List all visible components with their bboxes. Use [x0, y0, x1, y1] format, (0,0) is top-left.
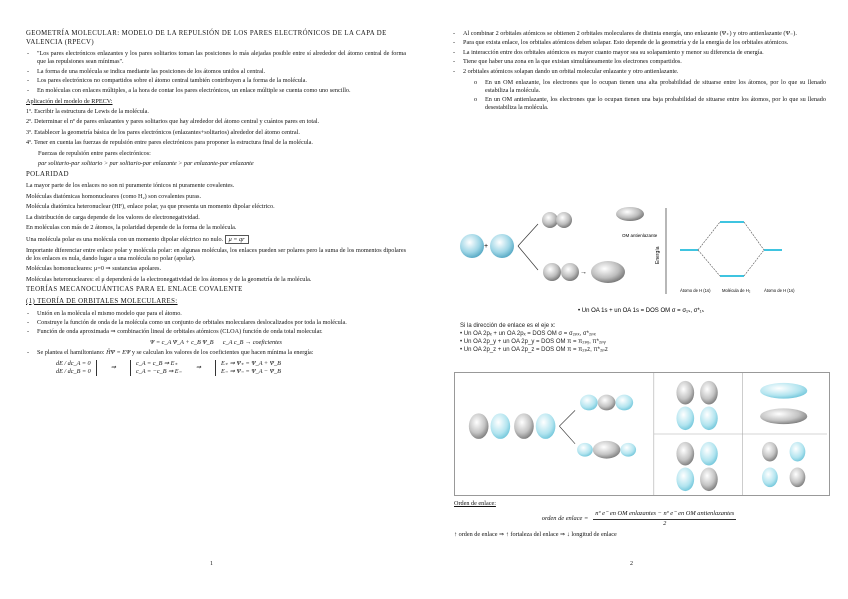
fuerzas-order: par solitario-par solitario > par solitario-par enlazante > par enlazante-par enlazante [38, 160, 254, 168]
antibonding-caption: OM antienlazante [622, 233, 658, 238]
orden-rule: ↑ orden de enlace ⇒ ↑ fortaleza del enlace ⇒ ↓ longitud de enlace [454, 530, 617, 538]
list-item: - Función de onda aproximada ⇒ combinación lineal de orbitales atómicos (CLOA) función de onda total molecular. [26, 328, 406, 336]
wavefunction-solutions: E₊ ⇒ Ψ₊ = Ψ_A + Ψ_B E₋ ⇒ Ψ₋ = Ψ_A − Ψ_B [215, 360, 281, 376]
ao-sphere [561, 263, 579, 281]
list-item: - La interacción entre dos orbitales atómicos es mayor cuanto mayor sea su solapamiento y menor su diferencia de energía. [452, 49, 826, 57]
sigma-lobe [593, 441, 621, 459]
derivatives: dE / dc_A = 0 dE / dc_B = 0 [56, 360, 97, 376]
tom-title: (1) TEORÍA DE ORBITALES MOLECULARES: [26, 297, 178, 305]
energy-label-molecule: Molécula de H₂ [722, 288, 751, 293]
bonding-orbital [591, 261, 625, 283]
polaridad-line: En moléculas con más de 2 átomos, la polaridad depende de la forma de la molécula. [26, 224, 237, 232]
antibonding-lobe [556, 212, 572, 228]
coef-solutions: c_A = c_B ⇒ E₊ c_A = −c_B ⇒ E₋ [130, 360, 182, 376]
svg-text:→: → [580, 269, 587, 276]
energy-label-atom: Átomo de H (1s) [764, 288, 795, 293]
page-2 [424, 0, 848, 599]
step: 3º. Establecer la geometría básica de los pares electrónicos (enlazantes+solitarios) alrededor del átomo central. [26, 128, 300, 136]
implies-arrow: ⇒ [110, 364, 116, 372]
list-item: o En un OM enlazante, los electrones que lo ocupan tienen una alta probabilidad de situarse entre los átomos, por lo que su llenado estabiliza la molécula. [474, 79, 826, 95]
energy-axis-label: Energía [655, 246, 661, 264]
list-item: o En un OM antienlazante, los electrones que lo ocupan tienen una baja probabilidad de situarse entre los átomos, por lo que su llenado desestabiliza la molécula. [474, 96, 826, 112]
pi-star-lobe [762, 442, 778, 462]
antibonding-lobe [542, 212, 558, 228]
list-item: - Construye la función de onda de la molécula como un conjunto de orbitales moleculares deslocalizados por toda la molécula. [26, 319, 406, 327]
p-lobe [490, 413, 510, 439]
antibonding-orbital [616, 207, 644, 221]
list-item: - 2 orbitales atómicos solapan dando un orbital molecular enlazante y otro antienlazante. [452, 68, 826, 76]
polaridad-line: La distribución de carga depende de los valores de electronegatividad. [26, 213, 200, 221]
rpecv-title: GEOMETRÍA MOLECULAR: MODELO DE LA REPULSIÓN DE LOS PARES ELECTRÓNICOS DE LA CAPA DE VALENCIA (RPECV) [26, 30, 387, 46]
fig1-caption: • Un OA 1s + un OA 1s = DOS OM σ = σ₁ₛ, σ*₁ₛ [578, 308, 704, 314]
orden-formula: orden de enlace = nº e⁻ en OM enlazantes − nº e⁻ en OM antienlazantes 2 [541, 510, 735, 527]
teorias-title: TEORÍAS MECANOCUÁNTICAS PARA EL ENLACE COVALENTE [26, 286, 243, 294]
h2-orbital-figure [458, 204, 820, 316]
list-item: - Tiene que haber una zona en la que existan simultáneamente los electrones compartidos. [452, 58, 826, 66]
list-item: - En moléculas con enlaces múltiples, a la hora de contar los pares electrónicos, un enlace múltiple se cuenta como uno sencillo. [26, 87, 406, 95]
orden-de-enlace [454, 500, 824, 541]
hamiltonian-bullet [26, 349, 406, 357]
page-number: 1 [210, 561, 213, 568]
list-item: - Al combinar 2 orbitales atómicos se obtienen 2 orbitales moleculares de distinta energía, uno enlazante (Ψ₊) y otro antienlazante (Ψ₋). [452, 30, 826, 38]
pi-lobe [676, 381, 694, 405]
polaridad-line: Moléculas diatómicas homonucleares (como H₂) son covalentes puras. [26, 192, 202, 200]
pi-lobe [700, 381, 718, 405]
pi-star-lobe [790, 467, 806, 487]
list-item: - Se plantea el hamiltoniano: ĤΨ = EΨ y se calculan los valores de los coeficientes que hacen mínima la energía: [26, 349, 406, 357]
rpecv-bullets [26, 50, 406, 94]
list-item: - "Los pares electrónicos enlazantes y los pares solitarios toman las posiciones lo más alejadas posible entre sí alrededor del átomo central de forma que las repulsiones sean mínimas". [26, 50, 406, 66]
aplicacion-title: Aplicación del modelo de RPECV: [26, 97, 113, 105]
polaridad-line: La mayor parte de los enlaces no son ni puramente iónicos ni puramente covalentes. [26, 182, 235, 190]
om-sub-bullets [474, 79, 826, 112]
step: 1º. Escribir la estructura de Lewis de la molécula. [26, 108, 149, 115]
sigma-star-lobe [580, 395, 598, 411]
arrow-up [518, 224, 538, 246]
sigma-star-lobe [598, 395, 616, 411]
energy-system [56, 360, 406, 376]
list-item: - Para que exista enlace, los orbitales atómicos deben solapar. Esto depende de la geometría y de la energía de los orbitales atómicos. [452, 39, 826, 47]
clo-formula: Ψ = c_A Ψ_A + c_B Ψ_B c_A c_B → coeficientes [150, 339, 282, 347]
heteronucleares-line: Moléculas heteronucleares: el μ dependerá de la electronegatividad de los átomos y de la geometría de la molécula. [26, 275, 312, 283]
tom-bullets [26, 310, 406, 337]
list-item: - Unión en la molécula el mismo modelo que para el átomo. [26, 310, 406, 318]
p-orbital-figure [454, 372, 830, 496]
momento-line: Una molécula polar es una molécula con un momento dipolar eléctrico no nulo. μ = qr [26, 235, 406, 245]
importante-paragraph: Importante diferenciar entre enlace polar y molécula polar: en algunas moléculas, los enlaces pueden ser polares pero la suma de los momentos dipolares de los enlaces es nula, dando lugar a una molécula no polar (apolar). [26, 246, 406, 262]
list-item: - La forma de una molécula se indica mediante las posiciones de los átomos unidos al central. [26, 68, 406, 76]
polaridad-title: POLARIDAD [26, 170, 69, 178]
p-lobe [514, 413, 534, 439]
homonucleares-line: Moléculas homonucleares: μ=0 ⇒ sustancias apolares. [26, 265, 162, 273]
step: 2º. Determinar el nº de pares enlazantes y pares solitarios que hay alrededor del átomo central y cuántos pares en total. [26, 118, 320, 126]
polaridad-line: Molécula diatómica heteronuclear (HF), enlace polar, ya que presenta un momento dipolar eléctrico. [26, 203, 275, 211]
ao-sphere [543, 263, 561, 281]
arrow-down [518, 246, 538, 270]
implies-arrow: ⇒ [195, 364, 202, 372]
pi-lobe [676, 406, 694, 430]
pi-lobe [676, 442, 694, 466]
p-lobe [469, 413, 489, 439]
pi-orbital [760, 408, 807, 424]
h-1s-orbital [490, 234, 514, 258]
sigma-lobe [620, 443, 636, 457]
step: 4º. Tener en cuenta las fuerzas de repulsión entre pares electrónicos para proponer la estructura final de la molécula. [26, 139, 313, 147]
orden-title: Orden de enlace: [454, 500, 496, 507]
energy-label-atom: Átomo de H (1s) [680, 288, 711, 293]
sigma-lobe [577, 443, 593, 457]
fuerzas-label: Fuerzas de repulsión entre pares electrónicos: [38, 149, 151, 157]
sigma-star-lobe [615, 395, 633, 411]
om-bullets [452, 30, 826, 76]
pi-star-lobe [762, 467, 778, 487]
page-number: 2 [630, 561, 633, 568]
pi-lobe [700, 406, 718, 430]
pi-star-lobe [790, 442, 806, 462]
pi-lobe [676, 467, 694, 491]
pi-lobe [700, 442, 718, 466]
p-orbital-equations: Si la dirección de enlace es el eje x: • Un OA 2pₓ + un OA 2pₓ = DOS OM σ = σ₂ₚₓ, σ*₂ₚₓ • Un OA 2p_y + un OA 2p_y = DOS OM π = π₂ₚᵧ, π*₂ₚᵧ • Un OA 2p_z + un OA 2p_z = DOS OM π = π₂ₚz, π*₂ₚz [460, 323, 608, 354]
p-lobe [536, 413, 556, 439]
dipole-formula: μ = qr [225, 235, 249, 245]
list-item: - Los pares electrónicos no compartidos sobre el átomo central también contribuyen a la forma de la molécula. [26, 77, 406, 85]
h-1s-orbital [460, 234, 484, 258]
pi-lobe [700, 467, 718, 491]
pi-orbital [760, 383, 807, 399]
plus-sign: + [484, 243, 489, 250]
